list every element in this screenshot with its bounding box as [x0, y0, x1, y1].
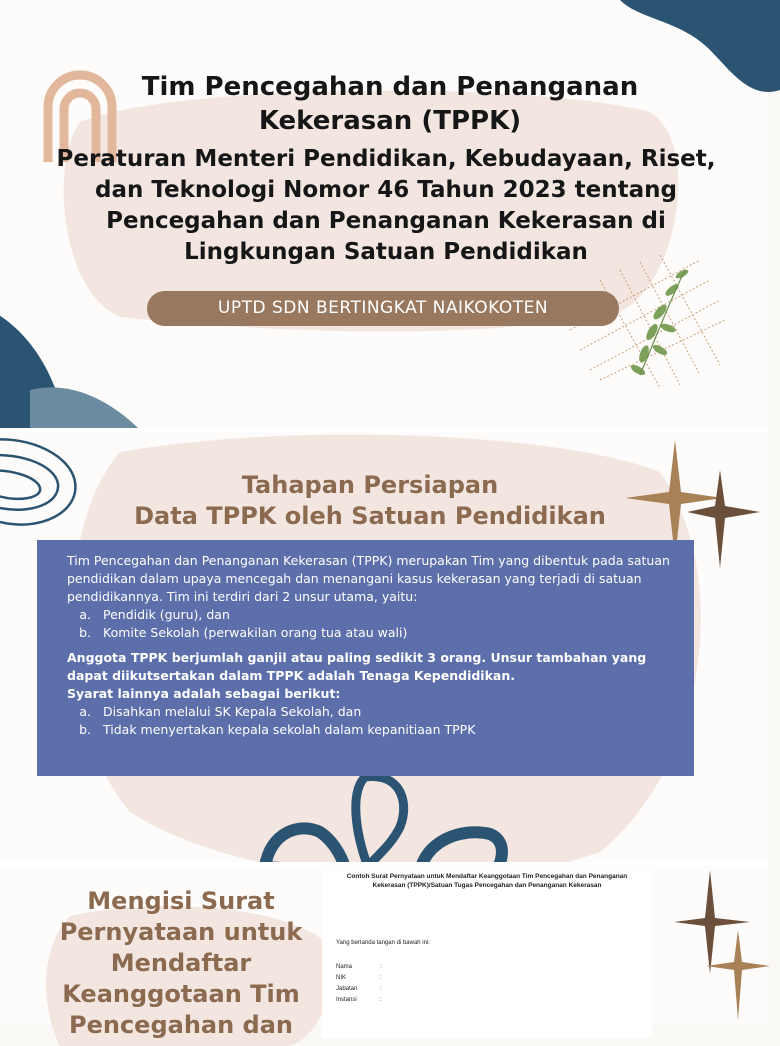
- doc-field-colon: :: [380, 986, 382, 992]
- slide-title: [0, 0, 768, 428]
- requirements-list: [67, 703, 670, 739]
- doc-field-colon: :: [380, 964, 382, 970]
- tppk-title: Tim Pencegahan dan Penanganan Kekerasan (TPPK): [141, 72, 639, 136]
- doc-field-label: Jabatan: [336, 986, 358, 992]
- regulation-title: Peraturan Menteri Pendidikan, Kebudayaan, Riset, dan Teknologi Nomor 46 Tahun 2023 tentang Pencegahan dan Penanganan Kekerasan di Lingkungan Satuan Pendidikan: [56, 146, 716, 265]
- list-item: b. Tidak menyertakan kepala sekolah dalam kepanitiaan TPPK: [95, 721, 670, 739]
- sparkle-star-icon: [680, 870, 770, 1020]
- doc-field-colon: :: [380, 997, 382, 1003]
- list-item: a. Disahkan melalui SK Kepala Sekolah, dan: [95, 703, 670, 721]
- doc-field-row: [336, 975, 382, 981]
- doc-field-label: NIK: [336, 975, 347, 981]
- statement-letter-preview: [322, 868, 652, 1038]
- doc-field-label: Instansi: [336, 997, 357, 1003]
- school-name-badge: UPTD SDN BERTINGKAT NAIKOKOTEN: [147, 291, 619, 326]
- tppk-info-box: [37, 540, 694, 776]
- doc-field-row: [336, 997, 382, 1003]
- water-drop-icon: [250, 772, 530, 872]
- info-other-requirements: Syarat lainnya adalah sebagai berikut:: [67, 686, 341, 701]
- slide-preparation: [0, 432, 768, 862]
- doc-field-row: [336, 964, 382, 970]
- navy-wave-decoration: [0, 310, 150, 430]
- doc-heading: Contoh Surat Pernyataan untuk Mendaftar Keanggotaan Tim Pencegahan dan Penanganan Kekerasan (TPPK)/Satuan Tugas Pencegahan dan Penanganan Kekerasan: [346, 873, 628, 889]
- preparation-title: [90, 470, 650, 532]
- list-item: a. Pendidik (guru), dan: [95, 606, 670, 624]
- list-item: b. Komite Sekolah (perwakilan orang tua atau wali): [95, 624, 670, 642]
- slide-statement-letter: [0, 866, 768, 1039]
- doc-field-row: [336, 986, 382, 992]
- doc-intro: Yang bertanda tangan di bawah ini:: [336, 940, 430, 946]
- doc-field-label: Nama: [336, 964, 353, 970]
- preparation-title-line2: Data TPPK oleh Satuan Pendidikan: [134, 502, 606, 530]
- doc-field-colon: :: [380, 975, 382, 981]
- preparation-title-line1: Tahapan Persiapan: [241, 471, 499, 499]
- info-intro: Tim Pencegahan dan Penanganan Kekerasan (TPPK) merupakan Tim yang dibentuk pada satuan pendidikan dalam upaya mencegah dan menangani kasus kekerasan yang terjadi di satuan pendidikannya. Tim ini terdiri dari 2 unsur utama, yaitu:: [67, 553, 670, 604]
- info-members: Anggota TPPK berjumlah ganjil atau paling sedikit 3 orang. Unsur tambahan yang dapat diikutsertakan dalam TPPK adalah Tenaga Kependidikan.: [67, 650, 647, 683]
- elements-list: [67, 606, 670, 642]
- statement-title: Mengisi Surat Pernyataan untuk Mendaftar Keanggotaan Tim Pencegahan dan: [59, 887, 303, 1039]
